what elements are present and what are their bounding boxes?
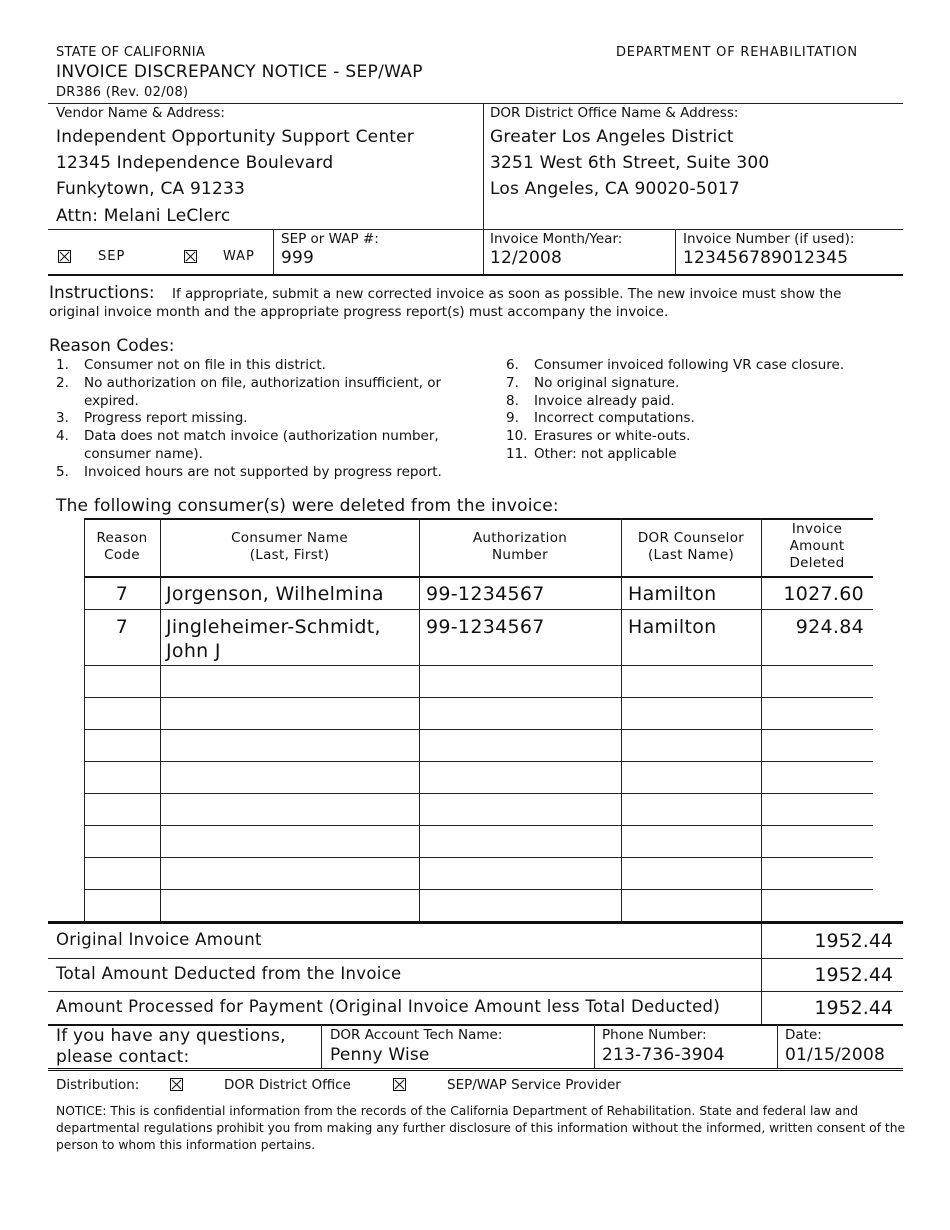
col-reason-code: Reason Code: [96, 530, 148, 563]
district-office-checkbox[interactable]: [170, 1078, 183, 1091]
service-provider-label: SEP/WAP Service Provider: [447, 1077, 621, 1093]
processed-amount-label: Amount Processed for Payment (Original Invoice Amount less Total Deducted): [56, 997, 721, 1016]
district-line-3: Los Angeles, CA 90020-5017: [490, 179, 740, 199]
row2-name[interactable]: Jingleheimer-Schmidt, John J: [166, 616, 381, 662]
row2-counselor[interactable]: Hamilton: [628, 616, 717, 638]
reason-code-11: 11. Other: not applicable: [506, 445, 677, 462]
deducted-amount-label: Total Amount Deducted from the Invoice: [56, 964, 402, 983]
vendor-line-2: 12345 Independence Boulevard: [56, 153, 334, 173]
wap-label: WAP: [223, 249, 255, 264]
department-label: DEPARTMENT OF REHABILITATION: [616, 45, 858, 60]
confidentiality-notice: NOTICE: This is confidential information from the records of the California Department of Rehabilitation. State and federal law and departmental regulations prohibit you from making any further disclosure of this information without the informed, written consent of the person to whom this information pertains.: [56, 1104, 906, 1152]
row2-code[interactable]: 7: [115, 616, 129, 638]
district-line-1: Greater Los Angeles District: [490, 127, 734, 147]
reason-code-4: 4. Data does not match invoice (authorization number, consumer name).: [56, 428, 439, 462]
reason-codes-left: [56, 357, 476, 482]
col-amount-deleted: Invoice Amount Deleted: [789, 521, 845, 571]
district-office-label: DOR District Office: [224, 1077, 351, 1093]
vendor-line-3: Funkytown, CA 91233: [56, 179, 246, 199]
col-consumer-name: Consumer Name (Last, First): [231, 530, 348, 563]
invoice-month-value[interactable]: 12/2008: [490, 248, 563, 268]
phone-label: Phone Number:: [602, 1027, 707, 1043]
form-number: DR386 (Rev. 02/08): [56, 85, 189, 100]
vendor-line-1: Independent Opportunity Support Center: [56, 127, 415, 147]
questions-label: If you have any questions, please contact:: [56, 1026, 286, 1067]
row2-auth[interactable]: 99-1234567: [426, 616, 545, 638]
col-authorization: Authorization Number: [472, 530, 568, 563]
deleted-heading: The following consumer(s) were deleted from the invoice:: [56, 496, 559, 516]
col-counselor: DOR Counselor (Last Name): [637, 530, 745, 563]
vendor-label: Vendor Name & Address:: [56, 105, 225, 121]
instructions-text-1: If appropriate, submit a new corrected invoice as soon as possible. The new invoice must show the: [172, 286, 842, 302]
row1-counselor[interactable]: Hamilton: [628, 583, 717, 605]
sep-wap-number-label: SEP or WAP #:: [281, 231, 379, 247]
invoice-number-label: Invoice Number (if used):: [683, 231, 855, 247]
sep-wap-number-value[interactable]: 999: [281, 248, 315, 268]
vendor-line-4: Attn: Melani LeClerc: [56, 206, 231, 226]
reason-code-5: 5. Invoiced hours are not supported by progress report.: [56, 463, 442, 480]
reason-codes-heading: Reason Codes:: [49, 336, 175, 356]
row1-amount[interactable]: 1027.60: [783, 583, 864, 605]
tech-name-label: DOR Account Tech Name:: [330, 1027, 503, 1043]
date-label: Date:: [785, 1027, 822, 1043]
row1-code[interactable]: 7: [115, 583, 129, 605]
distribution-label: Distribution:: [56, 1077, 140, 1093]
row1-name[interactable]: Jorgenson, Wilhelmina: [166, 583, 384, 605]
reason-code-1: 1. Consumer not on file in this district.: [56, 357, 326, 373]
reason-codes-right: [506, 357, 896, 464]
original-amount-label: Original Invoice Amount: [56, 930, 262, 949]
invoice-month-label: Invoice Month/Year:: [490, 231, 623, 247]
reason-code-8: 8. Invoice already paid.: [506, 392, 675, 409]
wap-checkbox[interactable]: [184, 250, 197, 263]
district-line-2: 3251 West 6th Street, Suite 300: [490, 153, 770, 173]
state-label: STATE OF CALIFORNIA: [56, 45, 206, 60]
deducted-amount-value[interactable]: 1952.44: [814, 964, 893, 986]
instructions-text-2: original invoice month and the appropriate progress report(s) must accompany the invoice.: [49, 304, 669, 320]
reason-code-6: 6. Consumer invoiced following VR case closure.: [506, 357, 845, 373]
sep-label: SEP: [98, 249, 126, 264]
instructions-heading: Instructions:: [49, 283, 155, 303]
original-amount-value[interactable]: 1952.44: [814, 930, 893, 952]
sep-checkbox[interactable]: [58, 250, 71, 263]
reason-code-9: 9. Incorrect computations.: [506, 410, 695, 427]
row1-auth[interactable]: 99-1234567: [426, 583, 545, 605]
date-value[interactable]: 01/15/2008: [785, 1045, 885, 1065]
reason-code-7: 7. No original signature.: [506, 374, 680, 391]
invoice-number-value[interactable]: 123456789012345: [683, 248, 849, 268]
district-label: DOR District Office Name & Address:: [490, 105, 739, 121]
phone-value[interactable]: 213-736-3904: [602, 1045, 725, 1065]
form-title: INVOICE DISCREPANCY NOTICE - SEP/WAP: [56, 62, 423, 82]
row2-amount[interactable]: 924.84: [795, 616, 864, 638]
tech-name-value[interactable]: Penny Wise: [330, 1045, 430, 1065]
reason-code-3: 3. Progress report missing.: [56, 410, 248, 427]
service-provider-checkbox[interactable]: [393, 1078, 406, 1091]
reason-code-10: 10. Erasures or white-outs.: [506, 428, 691, 445]
processed-amount-value[interactable]: 1952.44: [814, 997, 893, 1019]
reason-code-2: 2. No authorization on file, authorization insufficient, or expired.: [56, 374, 442, 409]
